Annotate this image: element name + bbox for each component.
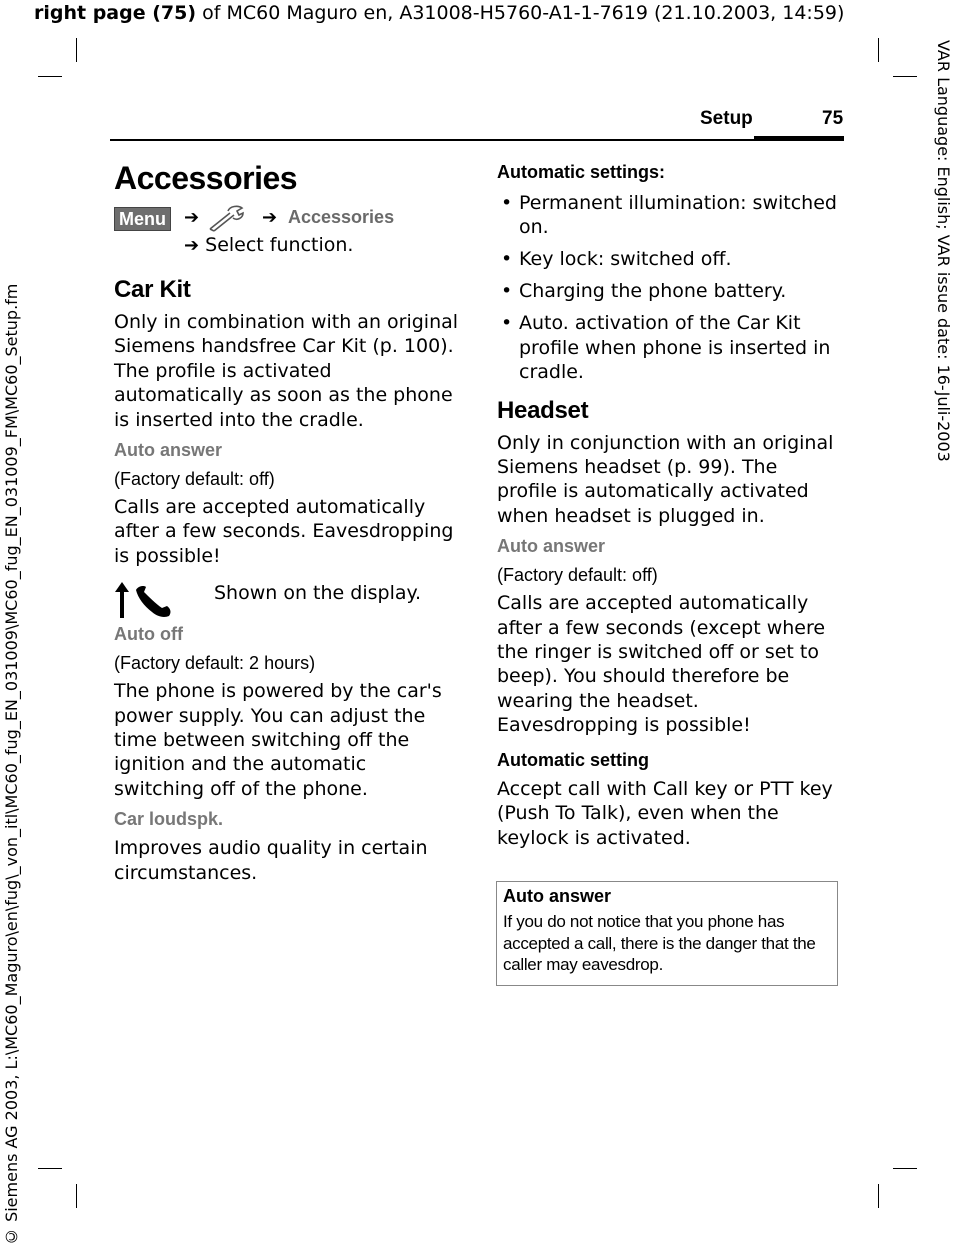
side-text-left: © Siemens AG 2003, L:\MC60_Maguro\en\fug\_von_itl\MC60_fug_EN_031009\MC60_fug_EN_031009_FM\MC60_Setup.fm (2, 283, 21, 1246)
list-item-text: Key lock: switched off. (519, 248, 732, 271)
automatic-settings-heading: Automatic settings: (497, 162, 666, 182)
display-text: Shown on the display. (214, 582, 422, 605)
display-icon-row (114, 580, 459, 624)
list-item-text: Charging the phone battery. (519, 280, 787, 303)
page-title: Accessories (114, 160, 298, 196)
running-head: Setup (700, 108, 753, 129)
menu-path-accessories: Accessories (288, 207, 395, 227)
headset-auto-answer-default: (Factory default: off) (497, 565, 658, 586)
crop-mark (38, 76, 62, 77)
arrow-icon: ➔ (184, 207, 200, 228)
car-kit-heading: Car Kit (114, 276, 191, 303)
auto-answer-default: (Factory default: off) (114, 469, 275, 490)
select-function-text: Select function. (205, 234, 354, 256)
crop-mark (76, 38, 77, 62)
menu-path (114, 207, 459, 233)
crop-mark (893, 76, 917, 77)
headset-auto-answer-text: Calls are accepted automatically after a few seconds (except where the ringer is switched off or set to beep). You should therefore be wearing the headset. Eavesdropping is possible! (497, 592, 826, 737)
auto-answer-text: Calls are accepted automatically after a few seconds. Eavesdropping is possible! (114, 496, 454, 567)
arrow-phone-icon (114, 580, 180, 624)
crop-mark (38, 1168, 62, 1169)
headset-auto-answer-label: Auto answer (497, 536, 606, 557)
list-item (497, 311, 842, 384)
wrench-icon (208, 203, 246, 237)
print-header-rest: of MC60 Maguro en, A31008-H5760-A1-1-7619 (21.10.2003, 14:59) (196, 2, 845, 24)
automatic-setting-text: Accept call with Call key or PTT key (Push To Talk), even when the keylock is activated. (497, 777, 833, 849)
note-box (496, 881, 838, 986)
list-item-text: Auto. activation of the Car Kit profile when phone is inserted in cradle. (519, 312, 831, 384)
list-item (497, 279, 842, 303)
crop-mark (893, 1168, 917, 1169)
list-item (497, 247, 842, 271)
auto-answer-label: Auto answer (114, 440, 223, 461)
bullet-icon: • (501, 312, 513, 335)
list-item (497, 191, 842, 240)
bullet-icon: • (501, 248, 513, 271)
auto-off-default: (Factory default: 2 hours) (114, 653, 316, 674)
note-title: Auto answer (503, 886, 612, 906)
right-column (497, 160, 842, 850)
car-loudspk-label: Car loudspk. (114, 809, 224, 830)
headset-heading: Headset (497, 396, 589, 424)
car-kit-text: Only in combination with an original Siemens handsfree Car Kit (p. 100). The profile is activated automatically as soon as the phone is inserted into the cradle. (114, 311, 459, 431)
header-rule (110, 139, 844, 141)
crop-mark (76, 1184, 77, 1208)
menu-key: Menu (114, 207, 171, 231)
list-item-text: Permanent illumination: switched on. (519, 192, 837, 239)
arrow-icon: ➔ (184, 235, 200, 256)
auto-off-label: Auto off (114, 624, 183, 645)
headset-text: Only in conjunction with an original Siemens headset (p. 99). The profile is automatically activated when headset is plugged in. (497, 431, 834, 527)
bullet-icon: • (501, 192, 513, 214)
auto-off-text: The phone is powered by the car's power supply. You can adjust the time between switching off the ignition and the automatic switching off of the phone. (114, 680, 442, 800)
header-rule-accent (754, 136, 844, 141)
automatic-setting-heading: Automatic setting (497, 749, 650, 770)
side-text-right: VAR Language: English; VAR issue date: 16-Juli-2003 (934, 40, 953, 462)
note-text: If you do not notice that you phone has accepted a call, there is the danger that the caller may eavesdrop. (503, 912, 816, 974)
left-column (114, 160, 459, 885)
bullet-icon: • (501, 280, 513, 303)
arrow-icon: ➔ (262, 207, 278, 228)
automatic-settings-list (497, 191, 842, 385)
crop-mark (878, 38, 879, 62)
print-header (34, 2, 844, 24)
crop-mark (878, 1184, 879, 1208)
print-header-bold: right page (75) (34, 2, 197, 24)
car-loudspk-text: Improves audio quality in certain circumstances. (114, 837, 428, 884)
page-number: 75 (822, 108, 844, 129)
